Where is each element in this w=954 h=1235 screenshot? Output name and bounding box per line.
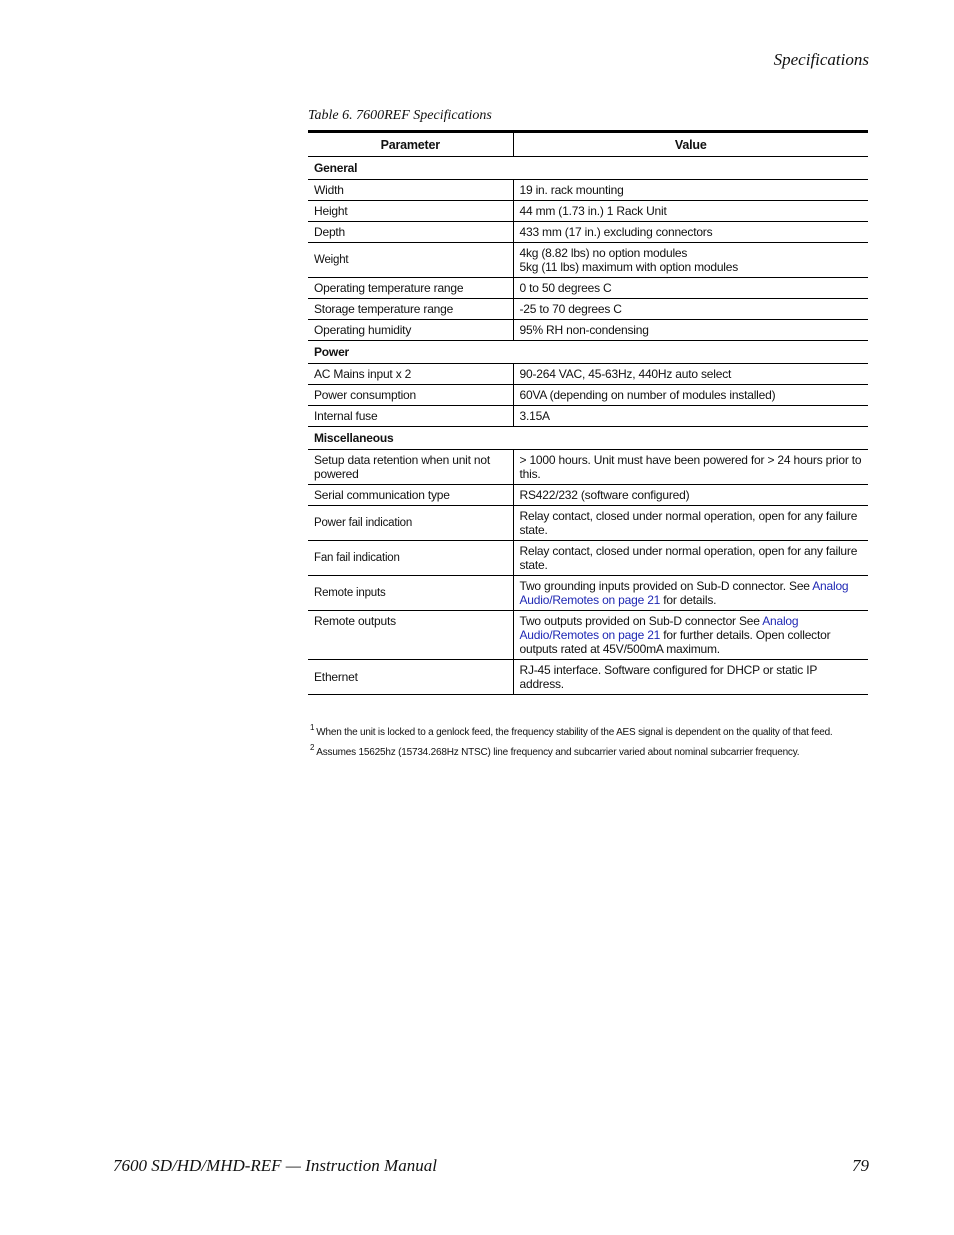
header-value: Value — [513, 132, 868, 157]
value-cell: 95% RH non-condensing — [513, 320, 868, 341]
running-head: Specifications — [773, 50, 869, 69]
param-cell: Width — [308, 180, 513, 201]
value-text: Two grounding inputs provided on Sub-D connector. See — [519, 579, 813, 593]
table-row — [308, 180, 868, 201]
table-row — [308, 485, 868, 506]
param-cell: Setup data retention when unit not powered — [308, 450, 513, 485]
footnote-text: Assumes 15625hz (15734.268Hz NTSC) line frequency and subcarrier varied about nominal subcarrier frequency. — [316, 747, 800, 758]
table-caption: Table 6. 7600REF Specifications — [308, 108, 492, 123]
param-cell: Power consumption — [308, 385, 513, 406]
table-row — [308, 299, 868, 320]
footnote-text: When the unit is locked to a genlock feed, the frequency stability of the AES signal is dependent on the quality of that feed. — [316, 727, 833, 738]
value-cell: -25 to 70 degrees C — [513, 299, 868, 320]
table-row — [308, 201, 868, 222]
link-page: on page 21 — [598, 593, 661, 607]
table-row — [308, 611, 868, 660]
section-label: Power — [308, 341, 868, 364]
footnote-mark: 1 — [310, 723, 315, 732]
table-row — [308, 364, 868, 385]
value-cell: > 1000 hours. Unit must have been powered for > 24 hours prior to this. — [513, 450, 868, 485]
param-cell: Height — [308, 201, 513, 222]
value-cell: Relay contact, closed under normal operation, open for any failure state. — [513, 506, 868, 541]
table-row — [308, 222, 868, 243]
value-line: 4kg (8.82 lbs) no option modules — [519, 246, 688, 260]
value-text: for details. — [660, 593, 717, 607]
param-cell: Serial communication type — [308, 485, 513, 506]
table-row — [308, 278, 868, 299]
table-header-row — [308, 132, 868, 157]
page-number: 79 — [852, 1156, 869, 1175]
param-cell: Storage temperature range — [308, 299, 513, 320]
header-parameter: Parameter — [308, 132, 513, 157]
section-label: Miscellaneous — [308, 427, 868, 450]
value-cell: 19 in. rack mounting — [513, 180, 868, 201]
table-row — [308, 406, 868, 427]
table-row — [308, 450, 868, 485]
param-cell: Remote outputs — [308, 611, 513, 660]
value-text: for further details. Open collector outputs rated at 45V/500mA maximum. — [519, 628, 831, 656]
link-page: on page 21 — [598, 628, 661, 642]
value-cell — [513, 243, 868, 278]
link-title: Analog Audio/Remotes — [519, 614, 799, 642]
spec-table — [308, 130, 868, 695]
footnote-mark: 2 — [310, 743, 315, 752]
table-row — [308, 576, 868, 611]
value-cell: 3.15A — [513, 406, 868, 427]
param-cell: Ethernet — [308, 660, 513, 695]
param-cell: Remote inputs — [308, 576, 513, 611]
section-label: General — [308, 157, 868, 180]
table-row — [308, 506, 868, 541]
footnote-2 — [310, 743, 799, 758]
table-row — [308, 243, 868, 278]
table-row — [308, 541, 868, 576]
value-cell — [513, 611, 868, 660]
table-row — [308, 385, 868, 406]
value-line: 5kg (11 lbs) maximum with option modules — [519, 260, 739, 274]
param-cell: Power fail indication — [308, 506, 513, 541]
value-cell: 60VA (depending on number of modules installed) — [513, 385, 868, 406]
value-cell: 433 mm (17 in.) excluding connectors — [513, 222, 868, 243]
table-row — [308, 320, 868, 341]
footnote-1 — [310, 723, 833, 738]
value-cell: RJ-45 interface. Software configured for DHCP or static IP address. — [513, 660, 868, 695]
table-row — [308, 660, 868, 695]
value-cell: RS422/232 (software configured) — [513, 485, 868, 506]
param-cell: Operating humidity — [308, 320, 513, 341]
section-row-misc — [308, 427, 868, 450]
param-cell: Fan fail indication — [308, 541, 513, 576]
param-cell: Weight — [308, 243, 513, 278]
value-text: Two outputs provided on Sub-D connector See — [519, 614, 763, 628]
value-cell: 0 to 50 degrees C — [513, 278, 868, 299]
param-cell: AC Mains input x 2 — [308, 364, 513, 385]
section-row-general — [308, 157, 868, 180]
value-cell — [513, 576, 868, 611]
value-cell: 44 mm (1.73 in.) 1 Rack Unit — [513, 201, 868, 222]
value-cell: 90-264 VAC, 45-63Hz, 440Hz auto select — [513, 364, 868, 385]
param-cell: Internal fuse — [308, 406, 513, 427]
link-title: Analog Audio/Remotes — [519, 579, 849, 607]
param-cell: Depth — [308, 222, 513, 243]
footer-title: 7600 SD/HD/MHD-REF — Instruction Manual — [113, 1156, 437, 1175]
param-cell: Operating temperature range — [308, 278, 513, 299]
section-row-power — [308, 341, 868, 364]
value-cell: Relay contact, closed under normal operation, open for any failure state. — [513, 541, 868, 576]
